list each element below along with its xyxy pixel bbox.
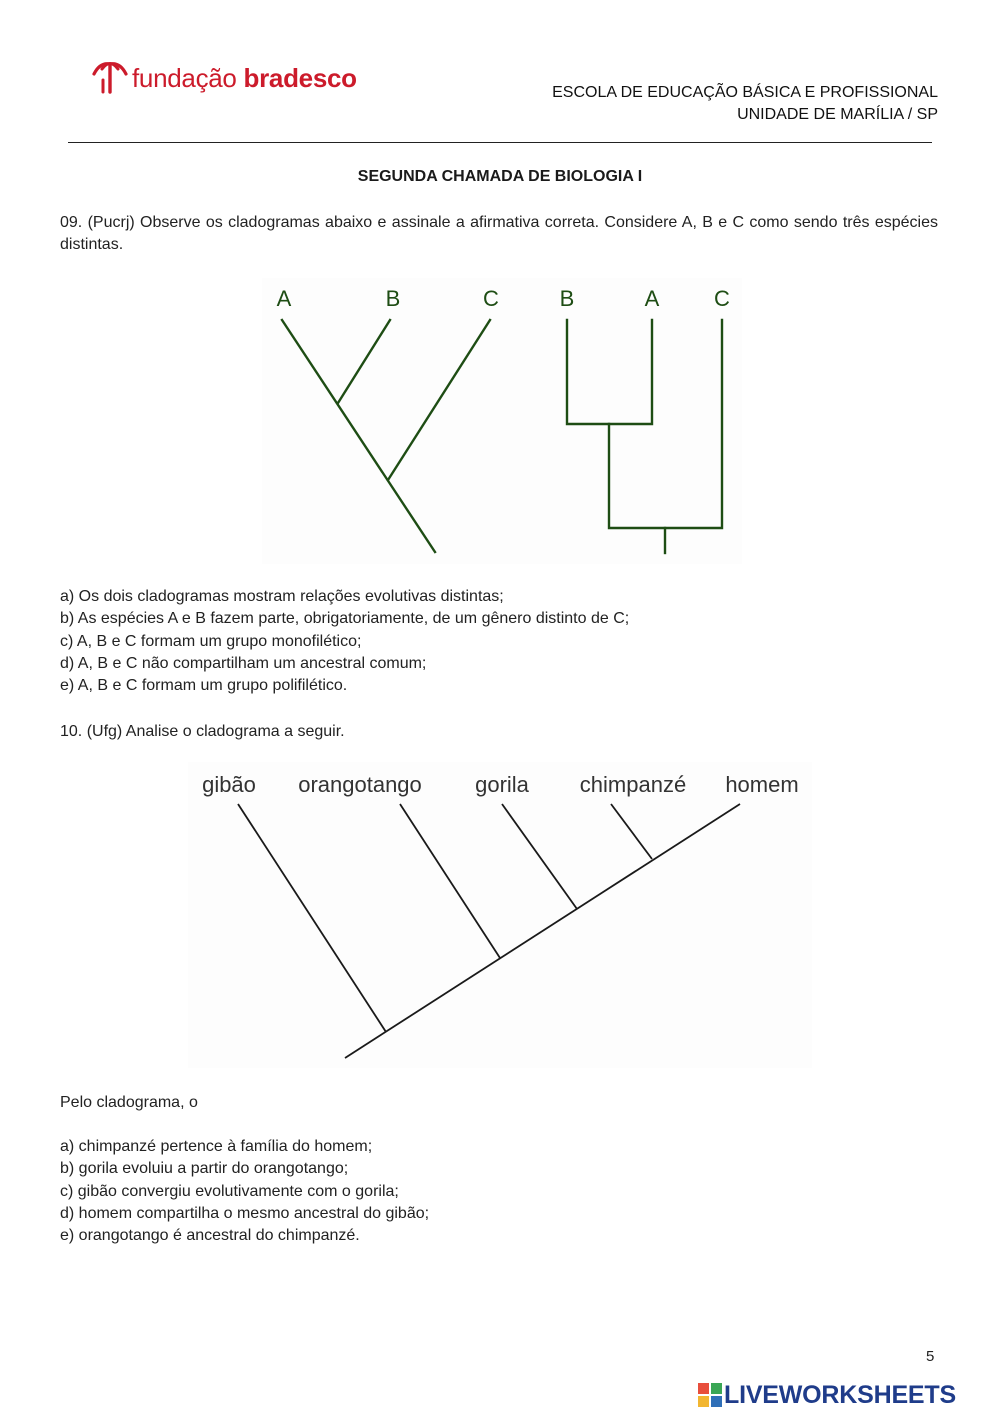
cladogram2-label-c: C — [714, 286, 730, 311]
school-header — [552, 82, 938, 126]
fundacao-bradesco-logo — [90, 56, 357, 100]
liveworksheets-text: LIVEWORKSHEETS — [724, 1380, 956, 1409]
q10-option-e[interactable]: e) orangotango é ancestral do chimpanzé. — [60, 1227, 360, 1245]
logo-text — [132, 63, 357, 94]
cladogram1-branch-b — [338, 320, 390, 403]
label-homem: homem — [725, 772, 799, 797]
branch-gorila — [502, 804, 577, 909]
exam-title: SEGUNDA CHAMADA DE BIOLOGIA I — [357, 168, 643, 185]
label-chimpanze: chimpanzé — [579, 772, 687, 797]
q09-option-b[interactable]: b) As espécies A e B fazem parte, obrigatoriamente, de um gênero distinto de C; — [60, 610, 630, 628]
q09-option-d[interactable]: d) A, B e C não compartilham um ancestral comum; — [60, 654, 427, 672]
liveworksheets-icon — [698, 1383, 722, 1407]
q10-option-b[interactable]: b) gorila evoluiu a partir do orangotango; — [60, 1160, 349, 1178]
question-09-text: 09. (Pucrj) Observe os cladogramas abaixo e assinale a afirmativa correta. Considere A, B e C como sendo três espécies distintas. — [60, 214, 938, 253]
cladogram2-label-b: B — [559, 286, 575, 311]
q10-option-d[interactable]: d) homem compartilha o mesmo ancestral do gibão; — [60, 1204, 430, 1222]
cladogram1-label-a: A — [276, 286, 292, 311]
header-divider — [68, 142, 932, 143]
question-09-cladograms — [262, 278, 742, 564]
page-number: 5 — [926, 1348, 935, 1365]
cladogram2-label-a: A — [644, 286, 660, 311]
q09-option-c[interactable]: c) A, B e C formam um grupo monofilético; — [60, 632, 362, 650]
q09-option-a[interactable]: a) Os dois cladogramas mostram relações evolutivas distintas; — [60, 588, 504, 605]
question-10-options — [60, 1136, 429, 1247]
school-name: ESCOLA DE EDUCAÇÃO BÁSICA E PROFISSIONAL — [552, 84, 938, 101]
question-09-options — [60, 586, 629, 697]
logo-word-bradesco: bradesco — [243, 62, 357, 93]
tree-icon — [90, 58, 130, 98]
question-10-prompt: Pelo cladograma, o — [60, 1094, 198, 1111]
branch-chimpanze — [611, 804, 652, 859]
branch-gibao — [238, 804, 386, 1032]
cladogram1-label-b: B — [385, 286, 401, 311]
liveworksheets-watermark — [698, 1378, 956, 1412]
question-10-cladogram — [188, 762, 812, 1068]
cladogram1-trunk — [282, 320, 435, 552]
label-gorila: gorila — [475, 772, 529, 797]
label-gibao: gibão — [202, 772, 256, 797]
q10-option-c[interactable]: c) gibão convergiu evolutivamente com o gorila; — [60, 1182, 399, 1200]
q09-option-e[interactable]: e) A, B e C formam um grupo polifilético. — [60, 677, 348, 695]
cladogram1-label-c: C — [483, 286, 499, 311]
logo-word-fundacao: fundação — [132, 62, 237, 93]
q10-option-a[interactable]: a) chimpanzé pertence à família do homem; — [60, 1138, 373, 1155]
school-unit: UNIDADE DE MARÍLIA / SP — [737, 106, 938, 123]
branch-orangotango — [400, 804, 500, 958]
question-10-text: 10. (Ufg) Analise o cladograma a seguir. — [60, 723, 345, 740]
cladogram2-clade-ba — [567, 320, 652, 424]
cladogram1-branch-c — [388, 320, 490, 480]
cladogram-trunk — [345, 804, 740, 1058]
label-orangotango: orangotango — [298, 772, 422, 797]
